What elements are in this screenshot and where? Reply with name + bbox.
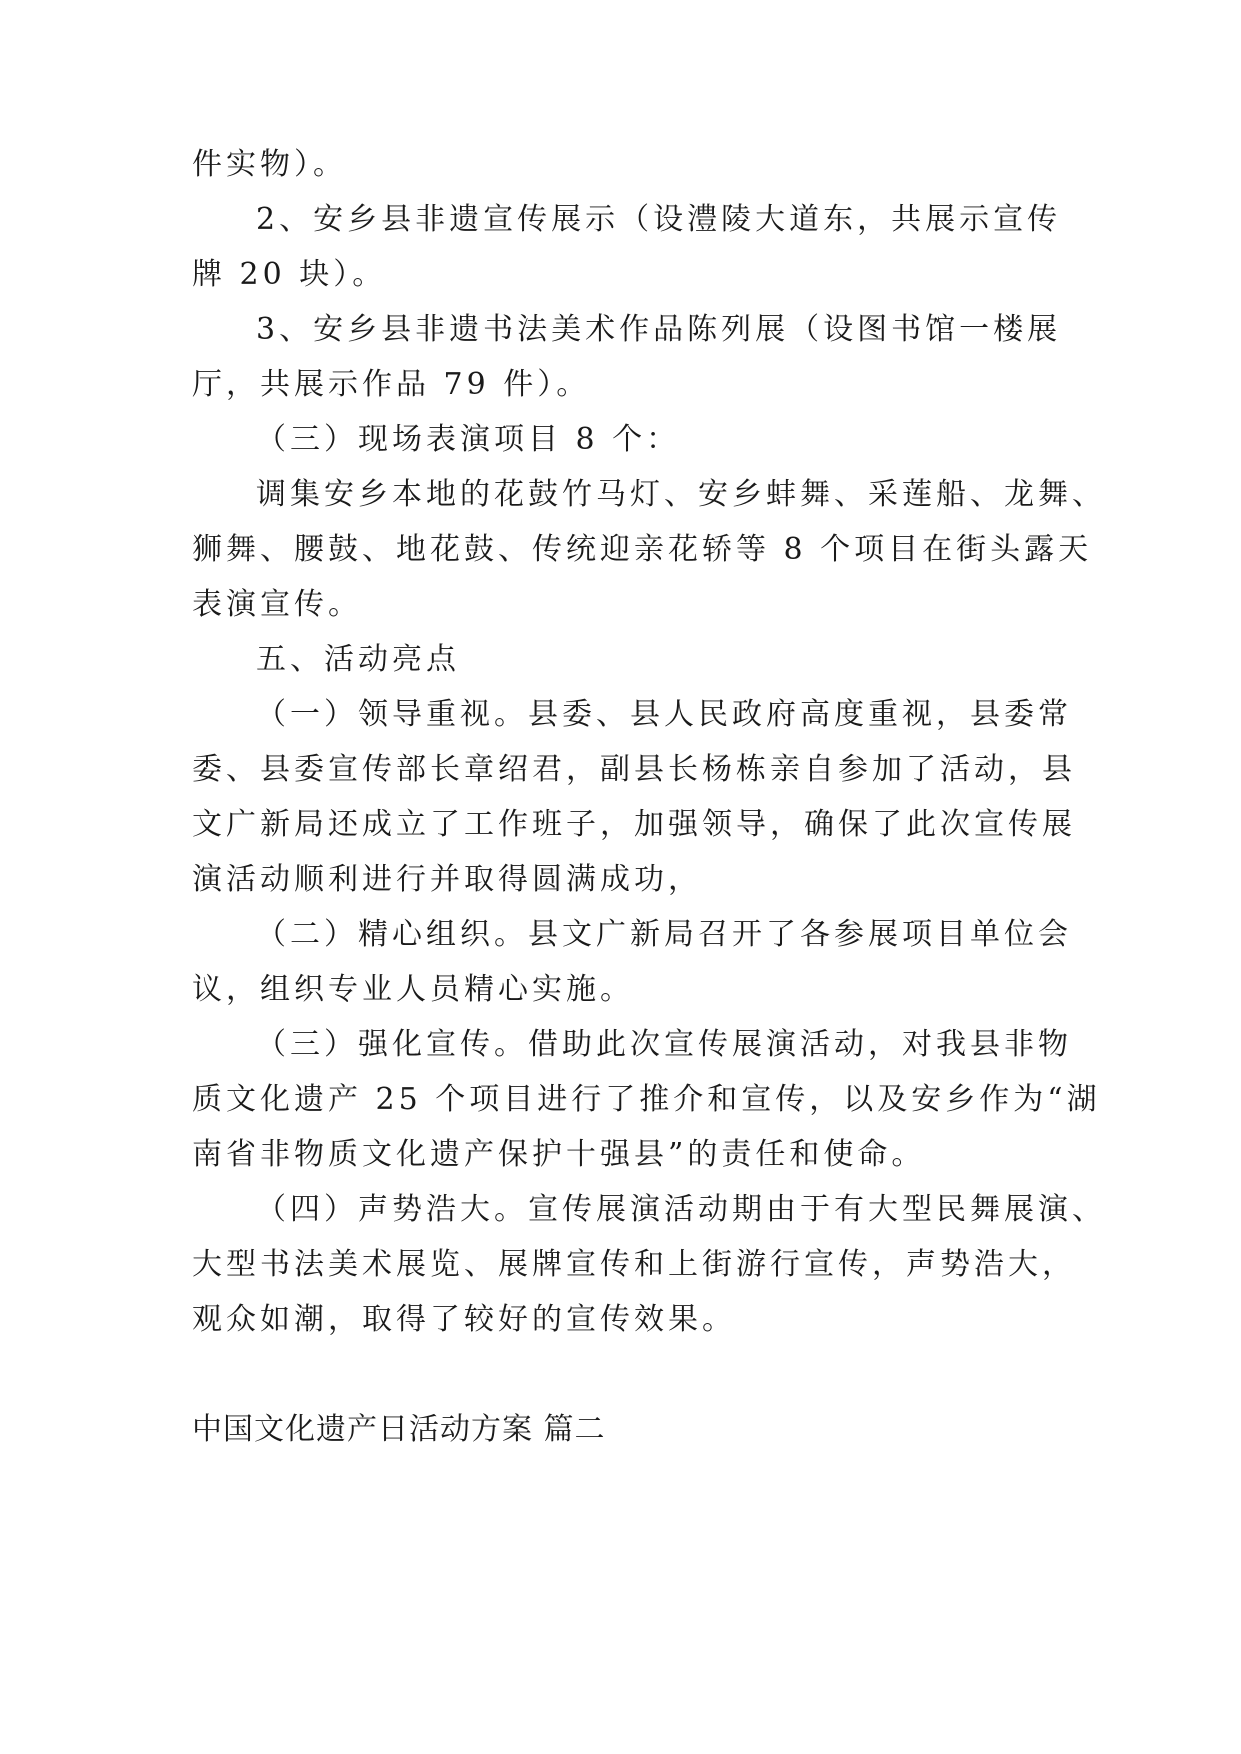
- paragraph-performances-line-3: 表演宣传。: [192, 587, 362, 622]
- highlight-1-line-2: 委、县委宣传部长章绍君，副县长杨栋亲自参加了活动，县: [192, 752, 1076, 787]
- list-item-2-line-2: 牌 20 块）。: [192, 257, 387, 292]
- highlight-4-line-3: 观众如潮，取得了较好的宣传效果。: [192, 1302, 736, 1337]
- highlight-4-line-2: 大型书法美术展览、展牌宣传和上街游行宣传，声势浩大，: [192, 1247, 1076, 1282]
- highlight-2-line-2: 议，组织专业人员精心实施。: [192, 972, 634, 1007]
- highlight-1-line-1: （一）领导重视。县委、县人民政府高度重视，县委常: [256, 697, 1072, 732]
- highlight-3-line-3: 南省非物质文化遗产保护十强县”的责任和使命。: [192, 1137, 926, 1172]
- highlight-4-line-1: （四）声势浩大。宣传展演活动期由于有大型民舞展演、: [256, 1192, 1106, 1227]
- highlight-1-line-3: 文广新局还成立了工作班子，加强领导，确保了此次宣传展: [192, 807, 1076, 842]
- list-item-3-line-1: 3、安乡县非遗书法美术作品陈列展（设图书馆一楼展: [256, 312, 1062, 347]
- list-item-3-line-2: 厅，共展示作品 79 件）。: [192, 367, 591, 402]
- body-text-line: 件实物）。: [192, 147, 347, 182]
- section-heading-highlights: 五、活动亮点: [256, 642, 460, 677]
- highlight-1-line-4: 演活动顺利进行并取得圆满成功，: [192, 862, 702, 897]
- subsection-heading-performances: （三）现场表演项目 8 个：: [256, 422, 681, 457]
- paragraph-performances-line-1: 调集安乡本地的花鼓竹马灯、安乡蚌舞、采莲船、龙舞、: [256, 477, 1106, 512]
- paragraph-performances-line-2: 狮舞、腰鼓、地花鼓、传统迎亲花轿等 8 个项目在街头露天: [192, 532, 1093, 567]
- list-item-2-line-1: 2、安乡县非遗宣传展示（设澧陵大道东，共展示宣传: [256, 202, 1062, 237]
- highlight-2-line-1: （二）精心组织。县文广新局召开了各参展项目单位会: [256, 917, 1072, 952]
- section-title: 中国文化遗产日活动方案 篇二: [192, 1412, 606, 1447]
- highlight-3-line-1: （三）强化宣传。借助此次宣传展演活动，对我县非物: [256, 1027, 1072, 1062]
- highlight-3-line-2: 质文化遗产 25 个项目进行了推介和宣传，以及安乡作为“湖: [192, 1082, 1101, 1117]
